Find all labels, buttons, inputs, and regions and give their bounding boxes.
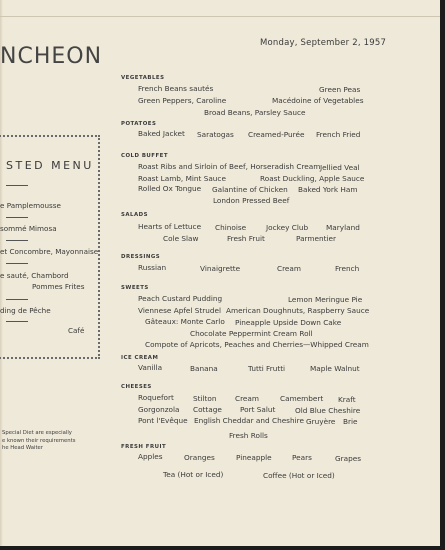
menu-item: Green Peppers, Caroline [138,96,227,105]
section-heading-dressings: DRESSINGS [121,254,161,260]
set-menu-item: Café [68,326,85,335]
menu-item: Viennese Apfel Strudel [138,306,221,315]
section-heading-vegetables: VEGETABLES [121,75,165,81]
menu-item: Old Blue Cheshire [295,406,361,415]
set-menu-item: e Pamplemousse [0,201,61,210]
menu-item: Pineapple Upside Down Cake [235,318,342,327]
menu-item: Port Salut [240,405,276,414]
menu-item: Rolled Ox Tongue [138,184,202,193]
menu-item: Fresh Rolls [229,431,268,440]
menu-item: London Pressed Beef [213,196,290,205]
menu-item: Pears [292,453,312,462]
menu-item: Tutti Frutti [248,364,286,373]
menu-item: Gruyère [306,417,336,426]
section-heading-potatoes: POTATOES [121,121,157,127]
menu-item: Cottage [193,405,222,414]
divider [6,321,28,322]
menu-item: Kraft [338,395,356,404]
menu-item: American Doughnuts, Raspberry Sauce [226,306,370,315]
menu-item: Pineapple [236,453,272,462]
menu-item: Lemon Meringue Pie [288,295,363,304]
menu-item: Oranges [184,453,215,462]
menu-item: Broad Beans, Parsley Sauce [204,108,306,117]
top-frame-line [0,16,440,17]
menu-item: French Beans sautés [138,84,214,93]
menu-item: Compote of Apricots, Peaches and Cherries—Whipped Cream [145,340,369,349]
menu-item: Coffee (Hot or Iced) [263,471,335,480]
menu-item: Parmentier [296,234,337,243]
menu-item: Baked York Ham [298,185,358,194]
menu-item: Maryland [326,223,360,232]
menu-item: Macédoine of Vegetables [272,96,364,105]
section-heading-cold-buffet: COLD BUFFET [121,153,169,159]
menu-item: Chocolate Peppermint Cream Roll [190,329,313,338]
section-heading-cheeses: CHEESES [121,384,152,390]
set-menu-item: ding de Pêche [0,306,51,315]
menu-item: Camembert [280,394,324,403]
menu-item: French Fried [316,130,361,139]
menu-item: Creamed-Purée [248,130,305,139]
menu-item: Peach Custard Pudding [138,294,223,303]
section-heading-fresh-fruit: FRESH FRUIT [121,444,167,450]
menu-item: Roquefort [138,393,174,402]
menu-date: Monday, September 2, 1957 [260,38,387,48]
menu-item: Cream [235,394,260,403]
menu-item: Gorgonzola [138,405,180,414]
menu-item: French [335,264,360,273]
divider [6,263,28,264]
menu-item: Apples [138,452,163,461]
menu-item: Stilton [193,394,217,403]
menu-item: Cream [277,264,302,273]
note-line: e known their requirements [2,437,76,444]
menu-item: Cole Slaw [163,234,199,243]
menu-item: Saratogas [197,130,234,139]
set-menu-title: STED MENU [6,159,94,172]
special-diet-note [2,430,92,453]
menu-item: Tea (Hot or Iced) [163,470,224,479]
note-line: he Head Waiter [2,445,43,451]
divider [6,185,28,186]
menu-item: Chinoise [215,223,247,232]
menu-item: Hearts of Lettuce [138,222,202,231]
menu-item: Maple Walnut [310,364,360,373]
note-line: Special Diet are especially [2,430,72,436]
menu-item: English Cheddar and Cheshire [194,416,304,425]
menu-item: Gâteaux: Monte Carlo [145,317,225,326]
menu-item: Roast Duckling, Apple Sauce [260,174,365,183]
set-menu-item: Pommes Frites [32,282,85,291]
set-menu-box [0,135,100,359]
menu-item: Roast Ribs and Sirloin of Beef, Horseradish Cream [138,162,321,171]
divider [6,240,28,241]
menu-item: Jockey Club [266,223,309,232]
menu-item: Vinaigrette [200,264,241,273]
menu-item: Russian [138,263,167,272]
menu-item: Baked Jacket [138,129,185,138]
menu-item: Galantine of Chicken [212,185,288,194]
section-heading-sweets: SWEETS [121,285,149,291]
set-menu-item: sommé Mimosa [0,224,57,233]
section-heading-ice-cream: ICE CREAM [121,355,159,361]
section-heading-salads: SALADS [121,212,149,218]
menu-item: Fresh Fruit [227,234,265,243]
menu-item: Vanilla [138,363,163,372]
menu-item: Roast Lamb, Mint Sauce [138,174,226,183]
divider [6,299,28,300]
set-menu-item: e sauté, Chambord [0,271,69,280]
menu-item: Grapes [335,454,362,463]
menu-title: NCHEON [0,44,103,69]
menu-item: Green Peas [319,85,361,94]
menu-item: Banana [190,364,218,373]
divider [6,217,28,218]
menu-item: Jellied Veal [320,163,360,172]
menu-item: Brie [343,417,358,426]
set-menu-item: et Concombre, Mayonnaise [0,247,99,256]
menu-item: Pont l'Evêque [138,416,188,425]
